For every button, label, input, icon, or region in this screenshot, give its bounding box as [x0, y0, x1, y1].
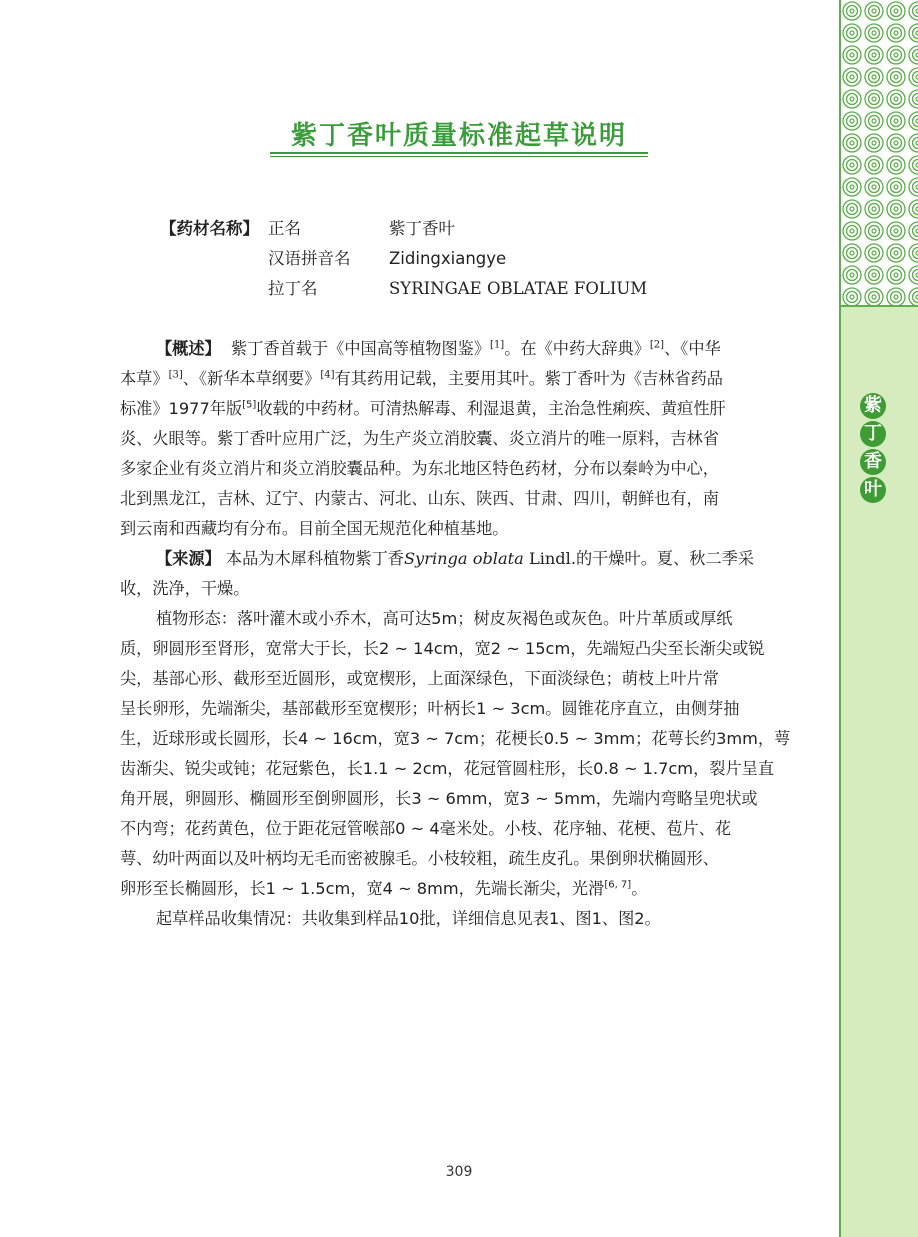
name-value: 紫丁香叶: [389, 219, 455, 238]
samples-line: 起草样品收集情况：共收集到样品10批，详细信息见表1、图1、图2。: [156, 909, 661, 928]
citation: [3]: [168, 369, 183, 381]
citation: [5]: [242, 399, 257, 411]
morphology-line: 齿渐尖、锐尖或钝；花冠紫色，长1.1 ~ 2cm，花冠管圆柱形，长0.8 ~ 1.7cm，裂片呈直: [120, 759, 775, 778]
name-row-official: [160, 214, 455, 244]
overview-line: 炎、火眼等。紫丁香叶应用广泛，为生产炎立消胶囊、炎立消片的唯一原料，吉林省: [120, 429, 719, 448]
page-title: 紫丁香叶质量标准起草说明: [290, 121, 627, 151]
overview-line: 本草》[3]、《新华本草纲要》[4]有其药用记载，主要用其叶。紫丁香叶为《吉林省药品: [120, 369, 723, 388]
name-label: 汉语拼音名: [268, 249, 351, 268]
name-row-latin: [160, 274, 648, 304]
drug-names-block: [160, 214, 648, 304]
name-value: Zidingxiangye: [389, 249, 507, 268]
citation: [6, 7]: [604, 879, 632, 891]
morphology-line: 植物形态：落叶灌木或小乔木，高可达5m；树皮灰褐色或灰色。叶片革质或厚纸: [156, 609, 733, 628]
overview-line: 标准》1977年版[5]收载的中药材。可清热解毒、利湿退黄，主治急性痢疾、黄疸性肝: [120, 399, 726, 418]
name-value: SYRINGAE OBLATAE FOLIUM: [389, 279, 648, 298]
body-text: [120, 334, 800, 934]
overview-heading: 【概述】: [156, 339, 221, 358]
morphology-line: 生，近球形或长圆形，长4 ~ 16cm，宽3 ~ 7cm；花梗长0.5 ~ 3mm；花萼长约3mm，萼: [120, 729, 791, 748]
overview-line: 多家企业有炎立消片和炎立消胶囊品种。为东北地区特色药材，分布以秦岭为中心，: [120, 459, 719, 478]
morphology-line: 质，卵圆形至肾形，宽常大于长，长2 ~ 14cm，宽2 ~ 15cm，先端短凸尖至长渐尖或锐: [120, 639, 765, 658]
morphology-line: 不内弯；花药黄色，位于距花冠管喉部0 ~ 4毫米处。小枝、花序轴、花梗、苞片、花: [120, 819, 732, 838]
morphology-line: 呈长卵形，先端渐尖，基部截形至宽楔形；叶柄长1 ~ 3cm。圆锥花序直立，由侧芽抽: [120, 699, 740, 718]
latin-name: Syringa oblata: [403, 549, 524, 568]
name-row-pinyin: [160, 244, 507, 274]
source-line: 收，洗净，干燥。: [120, 579, 250, 598]
morphology-line: 尖，基部心形、截形至近圆形，或宽楔形，上面深绿色，下面淡绿色；萌枝上叶片常: [120, 669, 719, 688]
citation: [2]: [649, 339, 665, 351]
cloud-pattern: [841, 0, 918, 307]
morphology-line: 萼、幼叶两面以及叶柄均无毛而密被腺毛。小枝较粗，疏生皮孔。果倒卵状椭圆形、: [120, 849, 719, 868]
overview-line: 【概述】 紫丁香首载于《中国高等植物图鉴》[1]。在《中药大辞典》[2]、《中华: [156, 339, 721, 358]
sidebar-tab-1: 紫: [860, 393, 886, 419]
sidebar-tab-3: 香: [860, 449, 886, 475]
drug-names-heading: 【药材名称】: [160, 219, 259, 238]
title-underline-thin: [270, 156, 648, 157]
overview-line: 到云南和西藏均有分布。目前全国无规范化种植基地。: [120, 519, 509, 538]
name-label: 正名: [268, 219, 301, 238]
morphology-line: 卵形至长椭圆形，长1 ~ 1.5cm，宽4 ~ 8mm，先端长渐尖，光滑[6, 7]。: [120, 879, 648, 898]
title-underline: [270, 152, 648, 154]
source-heading: 【来源】: [156, 549, 221, 568]
sidebar-tab-4: 叶: [860, 477, 886, 503]
morphology-line: 角开展，卵圆形、椭圆形至倒卵圆形，长3 ~ 6mm，宽3 ~ 5mm，先端内弯略呈兜状或: [120, 789, 758, 808]
sidebar: [839, 0, 918, 1237]
page-number: 309: [445, 1164, 473, 1180]
citation: [1]: [490, 339, 505, 351]
name-label: 拉丁名: [268, 279, 318, 298]
source-line: 【来源】 本品为木犀科植物紫丁香Syringa oblata Lindl.的干燥叶。夏、秋二季采: [156, 549, 755, 568]
sidebar-tab-2: 丁: [860, 421, 886, 447]
citation: [4]: [320, 369, 335, 381]
overview-line: 北到黑龙江，吉林、辽宁、内蒙古、河北、山东、陕西、甘肃、四川，朝鲜也有，南: [120, 489, 719, 508]
swirl-pattern-icon: [841, 0, 918, 305]
